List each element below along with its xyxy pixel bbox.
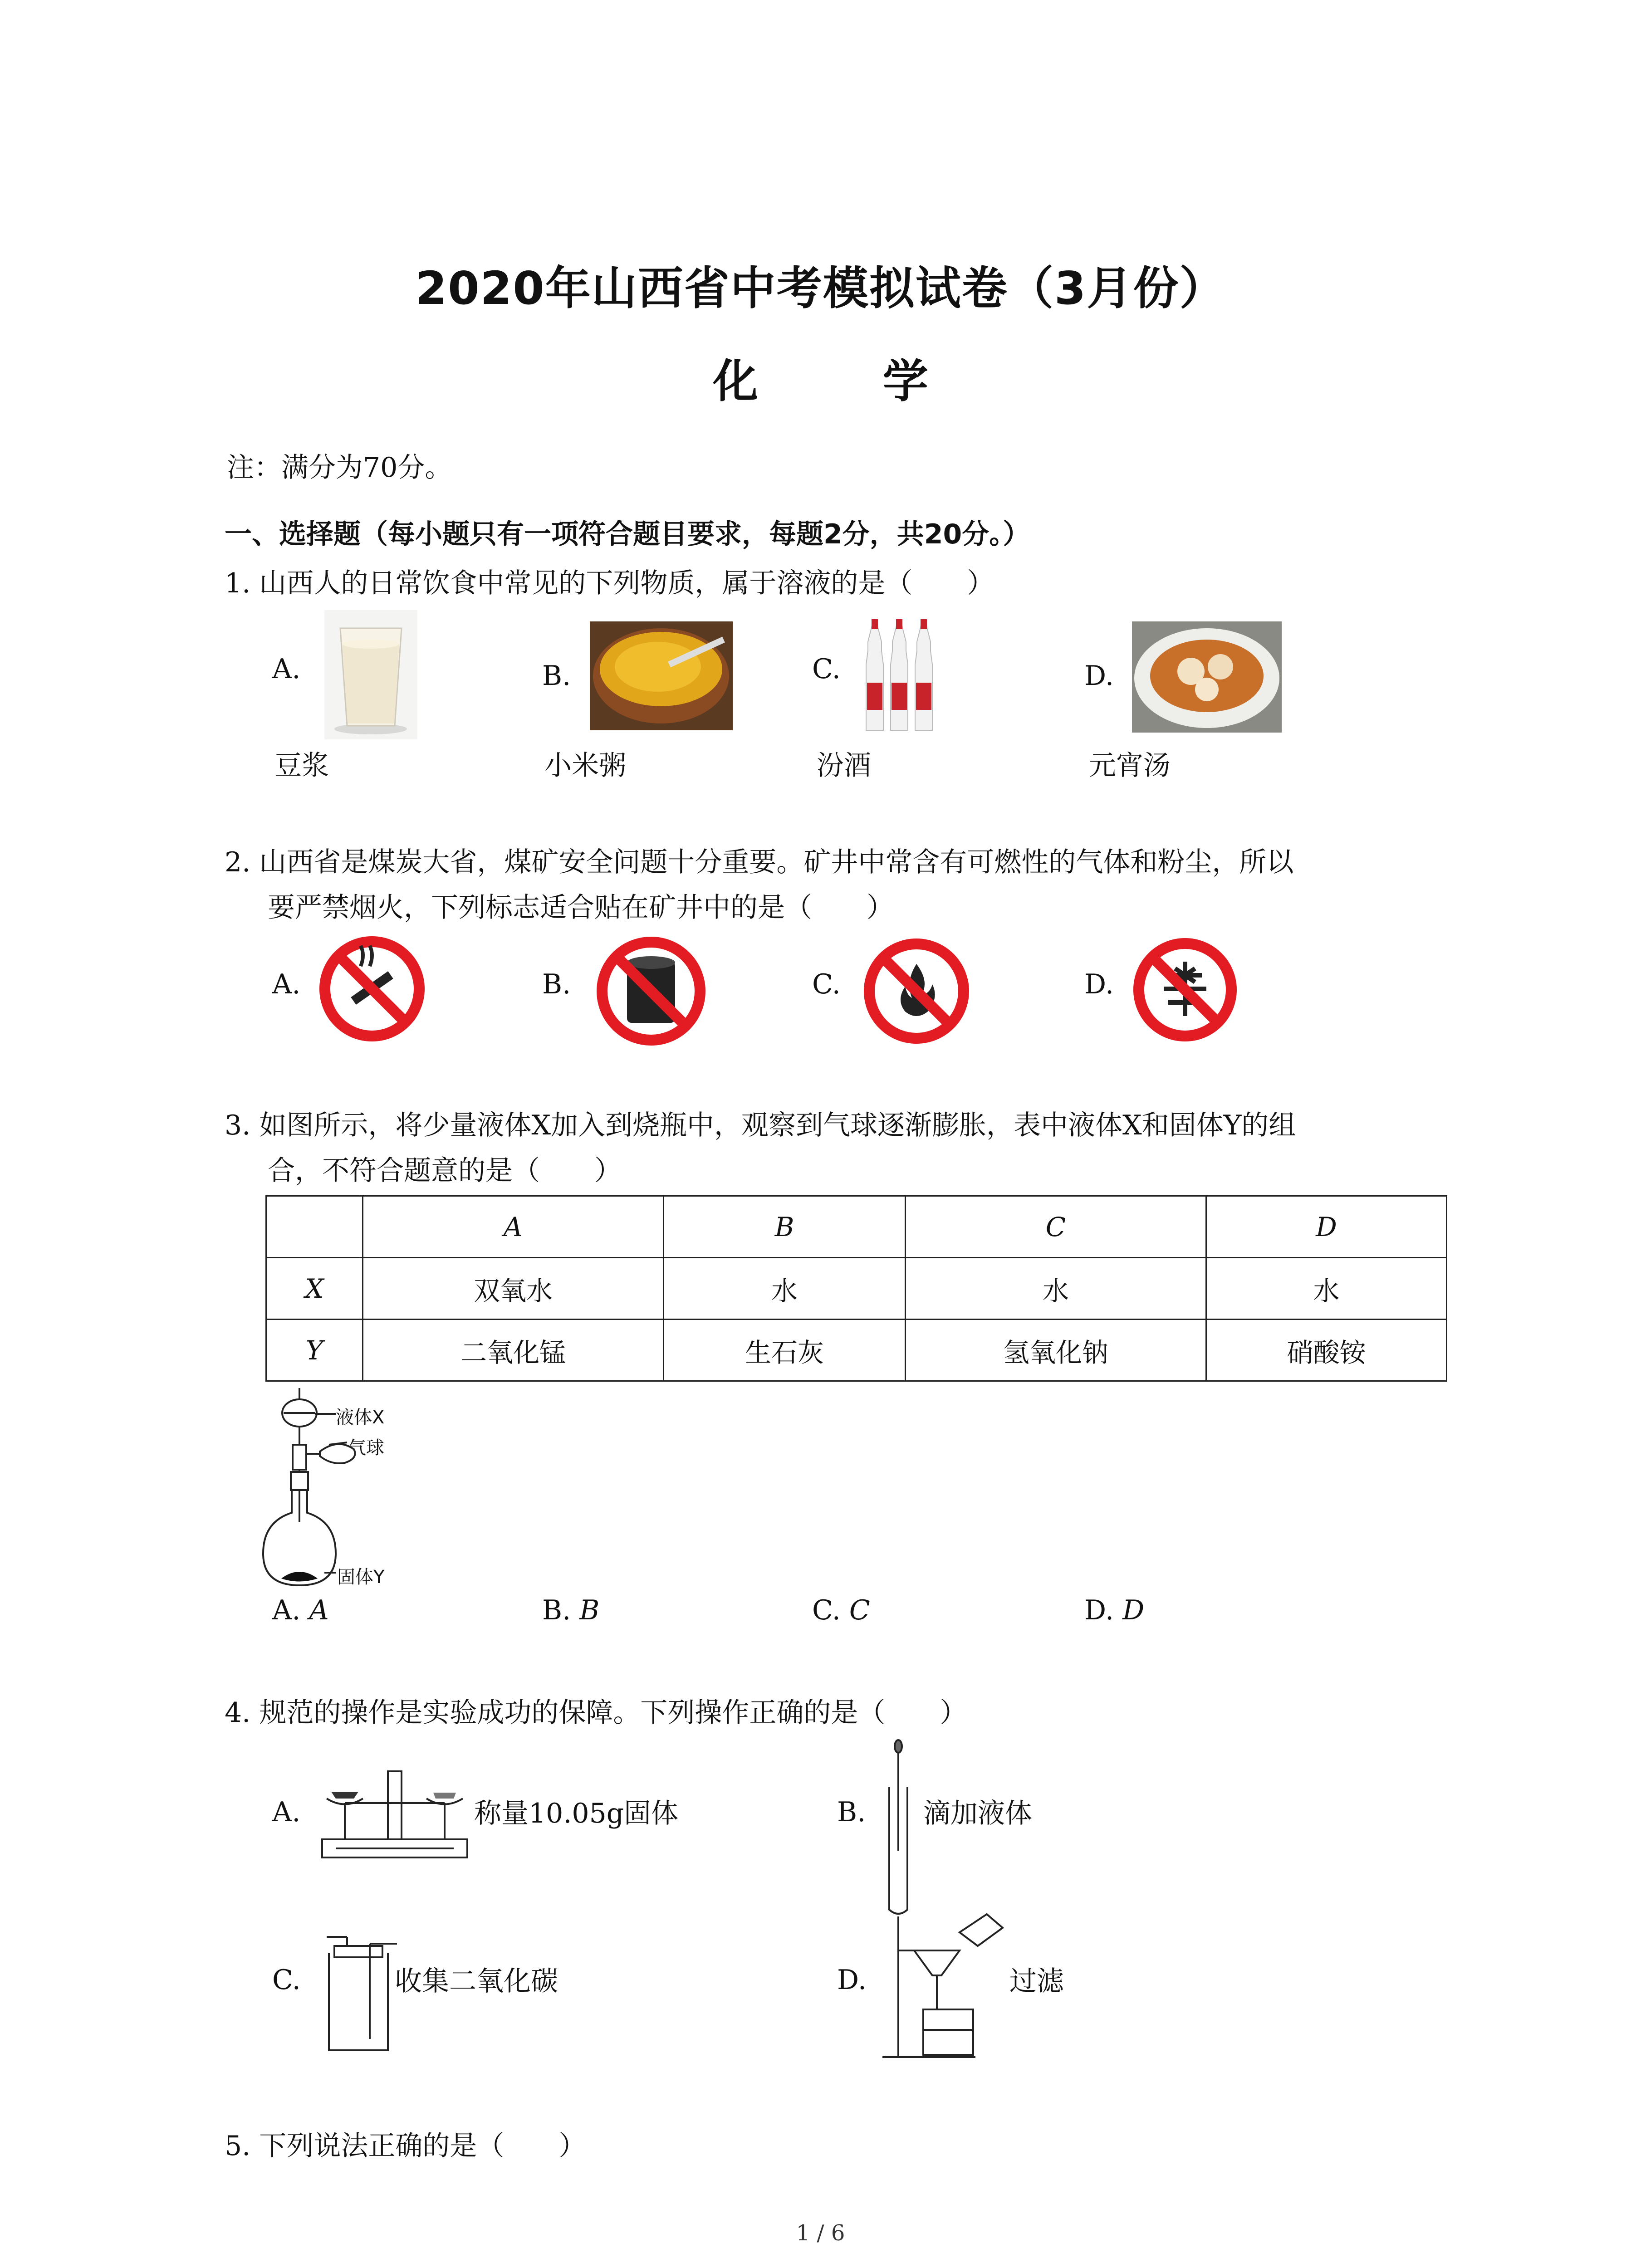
question-2-stem-line2: 要严禁烟火，下列标志适合贴在矿井中的是（ ） <box>268 892 894 924</box>
q3-option-a[interactable]: A. A <box>272 1594 329 1626</box>
flask-balloon-apparatus-figure <box>261 1386 397 1594</box>
liquid-x-label: 液体X <box>336 1407 385 1428</box>
q4-option-b-caption: 滴加液体 <box>923 1798 1032 1829</box>
question-4-stem: 4. 规范的操作是实验成功的保障。下列操作正确的是（ ） <box>225 1697 967 1729</box>
table-row <box>266 1258 1447 1320</box>
q4-option-c-caption: 收集二氧化碳 <box>395 1965 558 1997</box>
q2-option-a-letter[interactable]: A. <box>272 968 301 1000</box>
q2-option-c-letter[interactable]: C. <box>812 968 841 1000</box>
table-cell <box>266 1196 363 1258</box>
q1-option-c-letter[interactable]: C. <box>812 653 841 685</box>
fen-liquor-image <box>860 615 941 735</box>
no-mobile-phone-sign-icon <box>594 934 708 1050</box>
soy-milk-image <box>324 610 417 739</box>
dropper-test-tube-figure <box>885 1737 912 1921</box>
q4-option-b-letter[interactable]: B. <box>837 1796 866 1828</box>
balloon-label: 气球 <box>348 1437 384 1458</box>
solid-y-label: 固体Y <box>337 1567 385 1588</box>
page-number: 1 / 6 <box>796 2220 845 2246</box>
q4-option-d-caption: 过滤 <box>1009 1965 1064 1997</box>
question-5-stem: 5. 下列说法正确的是（ ） <box>225 2130 586 2162</box>
question-1-stem: 1. 山西人的日常饮食中常见的下列物质，属于溶液的是（ ） <box>225 567 994 599</box>
subject-title: 化 学 <box>713 355 983 408</box>
table-row-label-y: Y <box>266 1320 363 1381</box>
no-fireworks-sign-icon <box>1132 937 1239 1045</box>
table-header-d: D <box>1206 1196 1447 1258</box>
table-row-label-x: X <box>266 1258 363 1320</box>
no-fire-sign-icon <box>862 937 971 1047</box>
question-2-stem-line1: 2. 山西省是煤炭大省，煤矿安全问题十分重要。矿井中常含有可燃性的气体和粉尘，所以 <box>225 846 1294 878</box>
yuanxiao-soup-image <box>1132 621 1282 733</box>
table-cell: 硝酸铵 <box>1206 1320 1447 1381</box>
question-3-stem-line2: 合，不符合题意的是（ ） <box>268 1155 622 1187</box>
q2-option-b-letter[interactable]: B. <box>542 968 571 1000</box>
page-title: 2020年山西省中考模拟试卷（3月份） <box>415 262 1226 315</box>
q1-option-a-letter[interactable]: A. <box>272 653 301 685</box>
table-cell: 双氧水 <box>363 1258 664 1320</box>
q1-option-a-caption: 豆浆 <box>274 750 329 782</box>
q2-option-d-letter[interactable]: D. <box>1084 968 1114 1000</box>
q1-option-c-caption: 汾酒 <box>817 750 871 782</box>
balance-scale-figure <box>318 1760 472 1871</box>
q4-option-c-letter[interactable]: C. <box>272 1964 301 1996</box>
millet-porridge-image <box>590 621 733 730</box>
table-cell: 二氧化锰 <box>363 1320 664 1381</box>
score-note: 注：满分为70分。 <box>227 452 452 484</box>
q1-option-d-caption: 元宵汤 <box>1089 750 1171 782</box>
table-row <box>266 1196 1447 1258</box>
section-heading: 一、选择题（每小题只有一项符合题目要求，每题2分，共20分。） <box>225 518 1030 550</box>
q4-option-a-letter[interactable]: A. <box>272 1796 301 1828</box>
filtration-setup-figure <box>880 1907 1012 2066</box>
question-3-stem-line1: 3. 如图所示，将少量液体X加入到烧瓶中，观察到气球逐渐膨胀，表中液体X和固体Y的组 <box>225 1110 1296 1141</box>
table-cell: 水 <box>1206 1258 1447 1320</box>
table-cell: 水 <box>664 1258 906 1320</box>
q1-option-d-letter[interactable]: D. <box>1084 660 1114 692</box>
table-header-c: C <box>906 1196 1206 1258</box>
q4-option-a-caption: 称量10.05g固体 <box>474 1798 679 1829</box>
table-row <box>266 1320 1447 1381</box>
q3-option-c[interactable]: C. C <box>812 1594 870 1626</box>
table-cell: 水 <box>906 1258 1206 1320</box>
q1-option-b-letter[interactable]: B. <box>542 660 571 692</box>
q3-option-b[interactable]: B. B <box>542 1594 600 1626</box>
table-header-a: A <box>363 1196 664 1258</box>
gas-collection-bottle-figure <box>324 1935 402 2057</box>
q4-option-d-letter[interactable]: D. <box>837 1964 867 1996</box>
table-cell: 生石灰 <box>664 1320 906 1381</box>
q3-option-d[interactable]: D. D <box>1084 1594 1145 1626</box>
table-header-b: B <box>664 1196 906 1258</box>
no-smoking-sign-icon <box>318 934 426 1045</box>
q1-option-b-caption: 小米粥 <box>544 750 626 782</box>
q3-combination-table <box>265 1195 1447 1382</box>
table-cell: 氢氧化钠 <box>906 1320 1206 1381</box>
